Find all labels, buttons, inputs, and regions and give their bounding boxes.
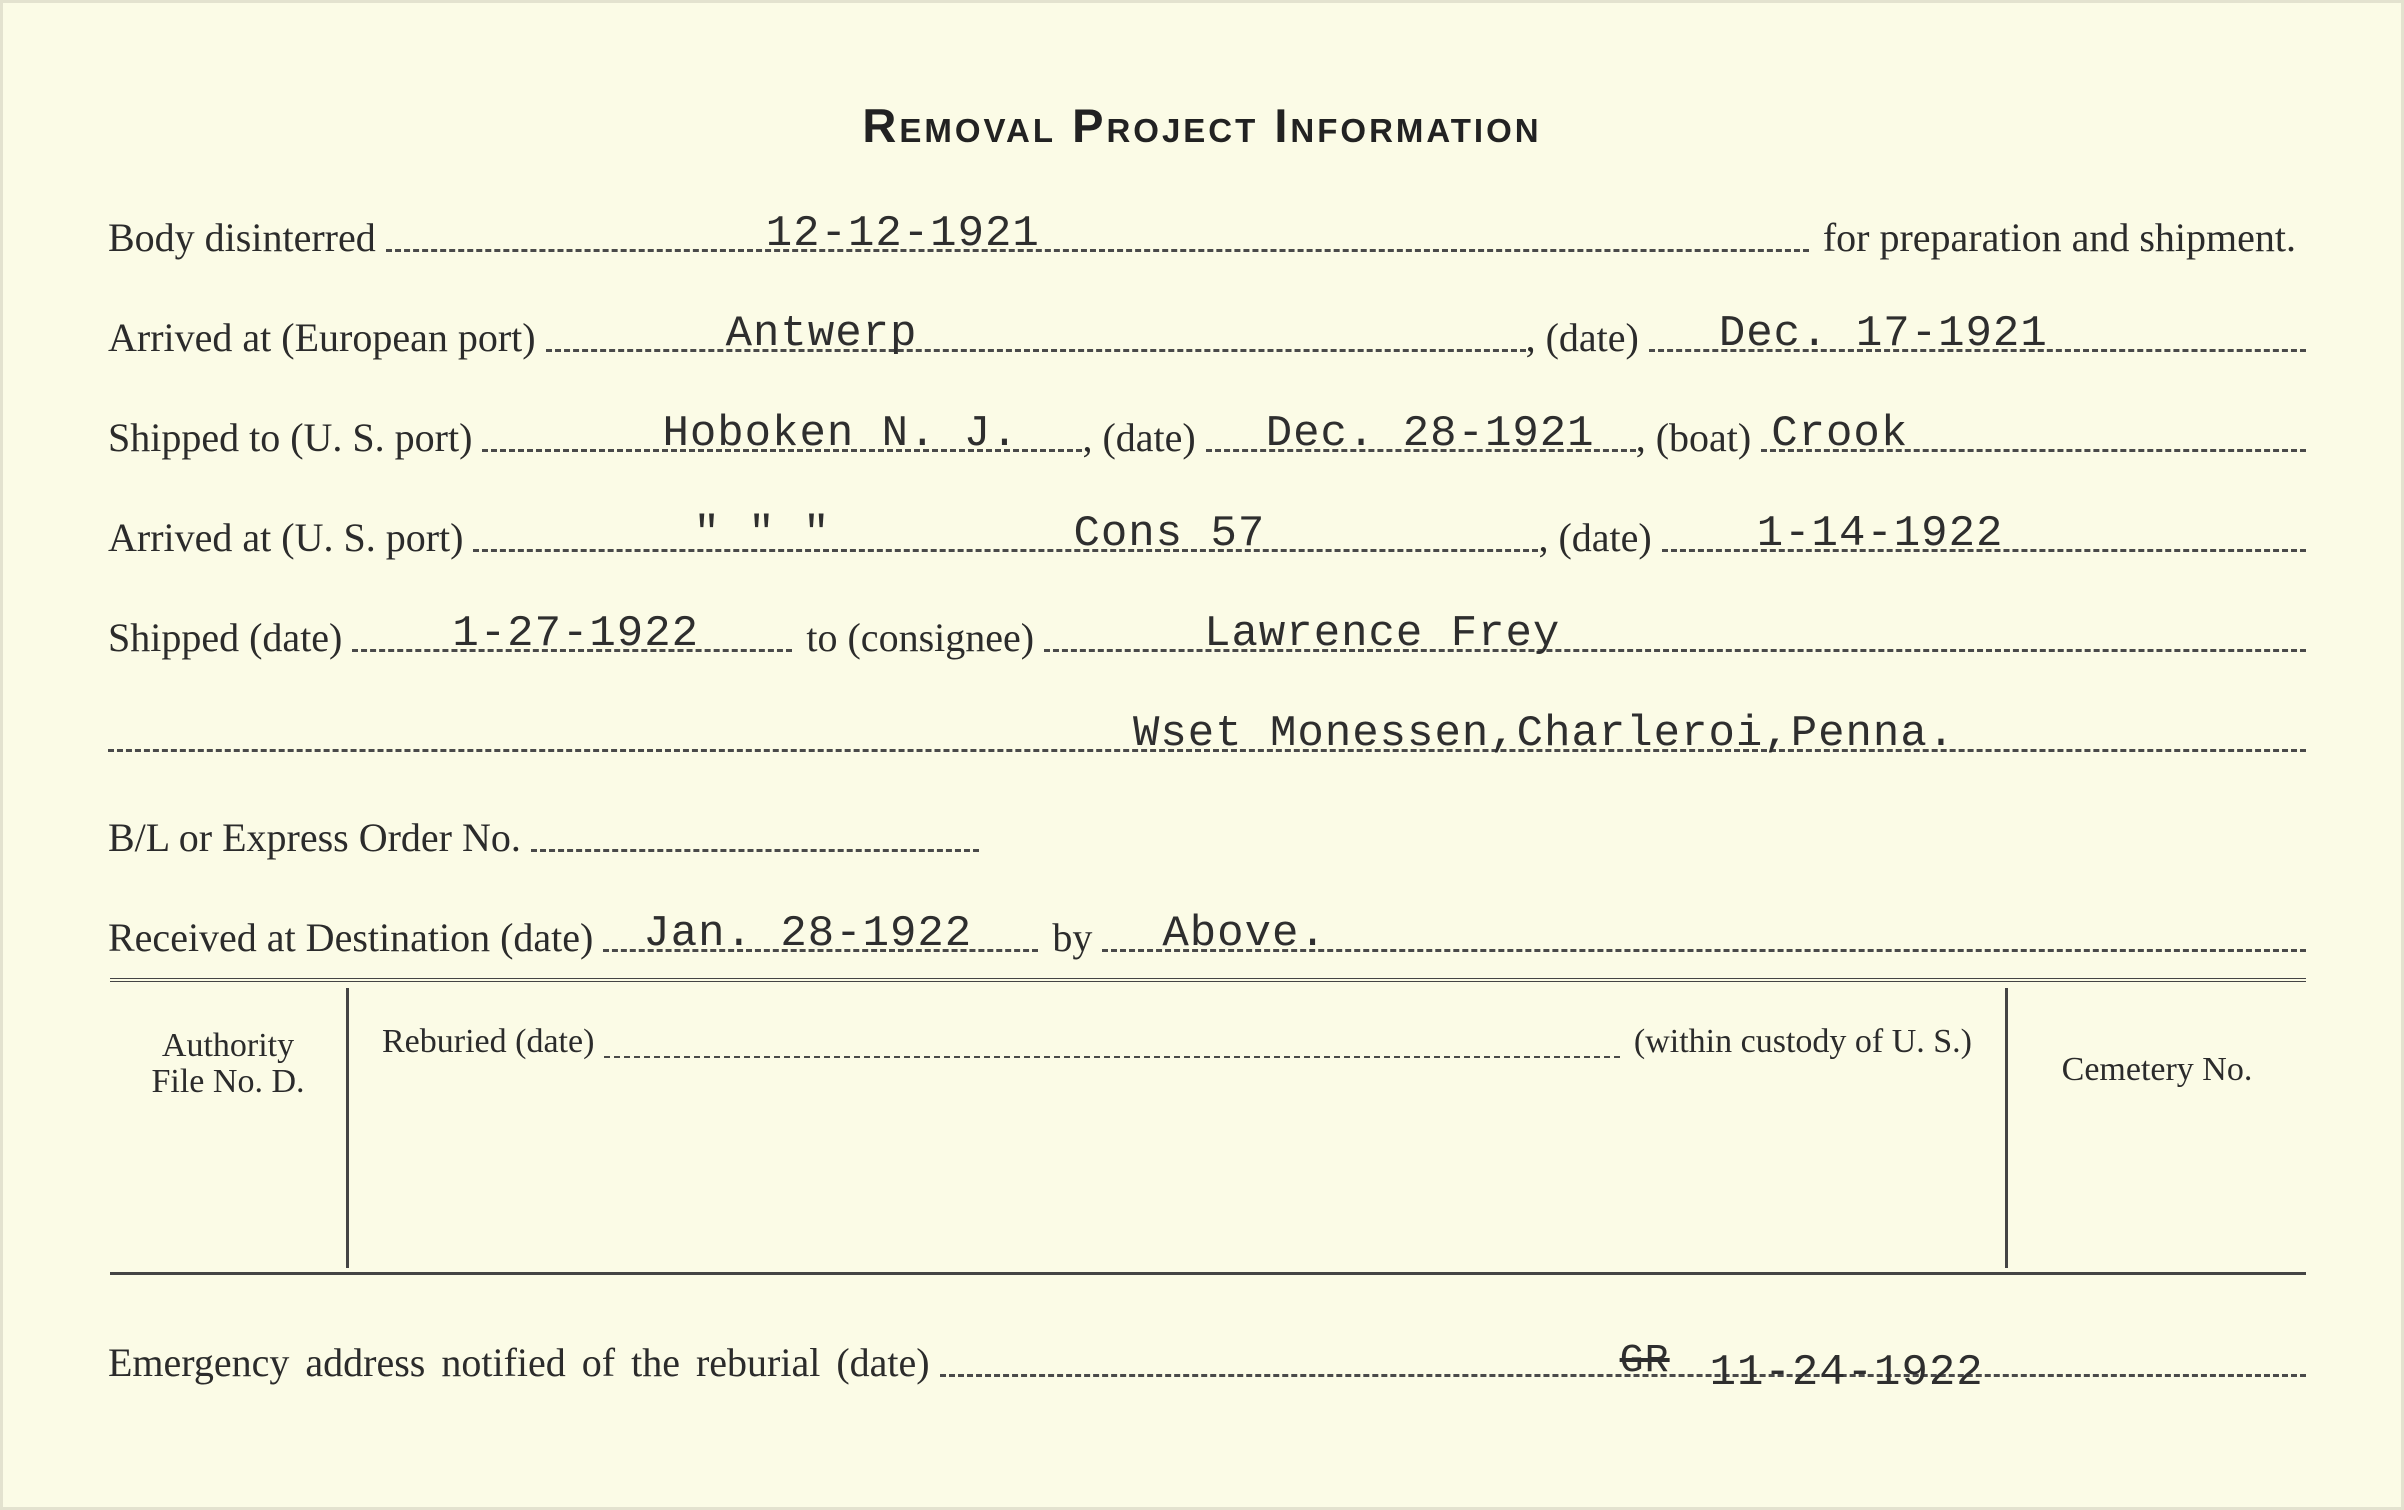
reburied-label: Reburied (date) bbox=[382, 1023, 595, 1060]
arrived-us-date-label: , (date) bbox=[1538, 515, 1652, 560]
arrived-us-port-field[interactable] bbox=[473, 505, 1538, 559]
address-field[interactable] bbox=[108, 705, 2306, 759]
arrived-us-date-field[interactable] bbox=[1662, 505, 2306, 559]
shipped-date-value: 1-27-1922 bbox=[452, 609, 700, 659]
reburied-row bbox=[382, 1020, 1982, 1064]
row-shipped-date bbox=[108, 600, 2306, 660]
boat-label: , (boat) bbox=[1635, 415, 1752, 460]
boat-field[interactable] bbox=[1761, 405, 2306, 459]
consignee-field[interactable] bbox=[1044, 605, 2306, 659]
shipped-us-label: Shipped to (U. S. port) bbox=[108, 415, 473, 460]
emergency-prefix: GR bbox=[1619, 1339, 1670, 1384]
row-bl bbox=[108, 800, 979, 860]
emergency-date-value: 11-24-1922 bbox=[1709, 1348, 1984, 1398]
consignee-label: to (consignee) bbox=[806, 615, 1035, 660]
shipped-us-date-field[interactable] bbox=[1206, 405, 1636, 459]
arrived-us-cons: Cons 57 bbox=[1073, 509, 1266, 559]
arrived-us-label: Arrived at (U. S. port) bbox=[108, 515, 464, 560]
received-date-field[interactable] bbox=[603, 905, 1038, 959]
us-port-field[interactable] bbox=[482, 405, 1082, 459]
row-body-disinterred bbox=[108, 200, 2306, 260]
cemetery-label: Cemetery No. bbox=[2061, 1051, 2253, 1088]
authority-line1: Authority bbox=[161, 1027, 295, 1064]
table-divider-right bbox=[2005, 988, 2008, 1268]
page-title: Removal Project Information bbox=[862, 99, 1542, 152]
by-field[interactable] bbox=[1102, 905, 2306, 959]
authority-line2: File No. D. bbox=[151, 1063, 305, 1100]
european-port-value: Antwerp bbox=[725, 309, 918, 359]
european-date-label: , (date) bbox=[1525, 315, 1639, 360]
shipped-date-field[interactable] bbox=[352, 605, 792, 659]
by-value: Above. bbox=[1162, 909, 1327, 959]
row-arrived-european bbox=[108, 300, 2306, 360]
received-label: Received at Destination (date) bbox=[108, 915, 594, 960]
emergency-label: Emergency address notified of the reburial (date) bbox=[108, 1340, 930, 1385]
european-date-field[interactable] bbox=[1649, 305, 2306, 359]
row-emergency bbox=[108, 1325, 2306, 1398]
row-address bbox=[108, 700, 2306, 760]
arrived-us-ditto: " " " bbox=[693, 509, 831, 559]
arrived-european-label: Arrived at (European port) bbox=[108, 315, 536, 360]
table-divider-left bbox=[346, 988, 349, 1268]
authority-cell bbox=[110, 1028, 346, 1100]
emergency-date-field[interactable] bbox=[940, 1330, 2306, 1398]
custody-label: (within custody of U. S.) bbox=[1633, 1023, 1972, 1060]
shipped-date-row-label: Shipped (date) bbox=[108, 615, 343, 660]
row-arrived-us bbox=[108, 500, 2306, 560]
bl-label: B/L or Express Order No. bbox=[108, 815, 521, 860]
shipped-date-label: , (date) bbox=[1082, 415, 1196, 460]
received-date-value: Jan. 28-1922 bbox=[643, 909, 973, 959]
body-disinterred-label: Body disinterred bbox=[108, 215, 376, 260]
body-disinterred-suffix: for preparation and shipment. bbox=[1822, 215, 2296, 260]
body-disinterred-field[interactable] bbox=[386, 205, 1809, 259]
arrived-us-date-value: 1-14-1922 bbox=[1756, 509, 2004, 559]
address-value: Wset Monessen,Charleroi,Penna. bbox=[1133, 709, 1956, 759]
reburied-date-field[interactable] bbox=[604, 1020, 1620, 1058]
european-port-field[interactable] bbox=[546, 305, 1526, 359]
reburial-table bbox=[110, 978, 2306, 1275]
row-shipped-us bbox=[108, 400, 2306, 460]
row-received bbox=[108, 900, 2306, 960]
boat-value: Crook bbox=[1771, 409, 1909, 459]
bl-field[interactable] bbox=[531, 805, 979, 852]
by-label: by bbox=[1052, 915, 1093, 960]
european-date-value: Dec. 17-1921 bbox=[1718, 309, 2048, 359]
us-port-value: Hoboken N. J. bbox=[662, 409, 1019, 459]
shipped-us-date-value: Dec. 28-1921 bbox=[1265, 409, 1595, 459]
body-disinterred-value: 12-12-1921 bbox=[765, 209, 1040, 259]
consignee-value: Lawrence Frey bbox=[1204, 609, 1561, 659]
